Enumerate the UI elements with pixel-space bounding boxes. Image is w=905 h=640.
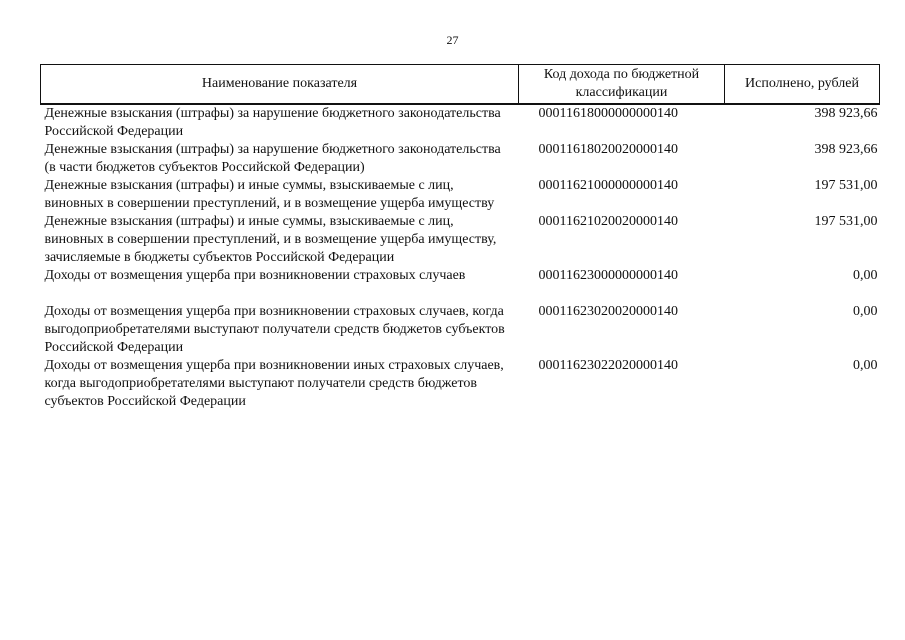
table-row xyxy=(41,104,880,141)
income-code-cell: 00011621020020000140 xyxy=(538,214,678,229)
indicator-name-cell: Денежные взыскания (штрафы) и иные суммы, взыскиваемые с лиц, виновных в совершении преступлений, и в возмещение ущерба имуществу xyxy=(44,178,495,211)
table-row xyxy=(41,267,880,303)
table-row xyxy=(41,303,880,357)
income-code-cell: 00011618000000000140 xyxy=(538,106,678,121)
income-code-cell: 00011623022020000140 xyxy=(538,358,678,373)
indicator-name-cell: Доходы от возмещения ущерба при возникновении страховых случаев xyxy=(44,268,466,283)
table-body xyxy=(41,104,880,411)
income-code-cell: 00011621000000000140 xyxy=(538,178,678,193)
income-code-cell: 00011623020020000140 xyxy=(538,304,678,319)
executed-amount-cell: 197 531,00 xyxy=(814,178,878,193)
table-row xyxy=(41,141,880,177)
executed-amount-cell: 0,00 xyxy=(853,358,878,373)
table-row xyxy=(41,177,880,213)
header-income-code: Код дохода по бюджетной классификации xyxy=(519,65,725,105)
executed-amount-cell: 0,00 xyxy=(853,268,878,283)
executed-amount-cell: 398 923,66 xyxy=(814,106,878,121)
indicator-name-cell: Денежные взыскания (штрафы) за нарушение бюджетного законодательства (в части бюджетов субъектов Российской Федерации) xyxy=(44,142,501,175)
table-header xyxy=(41,65,880,105)
header-indicator-name: Наименование показателя xyxy=(41,65,519,105)
indicator-name-cell: Денежные взыскания (штрафы) и иные суммы, взыскиваемые с лиц, виновных в совершении преступлений, и в возмещение ущерба имуществу, зачисляемые в бюджеты субъектов Российской Федерации xyxy=(44,214,497,265)
indicator-name-cell: Доходы от возмещения ущерба при возникновении иных страховых случаев, когда выгодоприобретателями выступают получатели средств бюджетов субъектов Российской Федерации xyxy=(44,358,504,409)
table-row xyxy=(41,357,880,411)
income-code-cell: 00011623000000000140 xyxy=(538,268,678,283)
executed-amount-cell: 197 531,00 xyxy=(814,214,878,229)
indicator-name-cell: Доходы от возмещения ущерба при возникновении страховых случаев, когда выгодоприобретателями выступают получатели средств бюджетов субъектов Российской Федерации xyxy=(44,304,505,355)
header-executed-amount: Исполнено, рублей xyxy=(725,65,880,105)
executed-amount-cell: 398 923,66 xyxy=(814,142,878,157)
executed-amount-cell: 0,00 xyxy=(853,304,878,319)
indicator-name-cell: Денежные взыскания (штрафы) за нарушение бюджетного законодательства Российской Федерации xyxy=(44,106,501,139)
income-code-cell: 00011618020020000140 xyxy=(538,142,678,157)
income-table xyxy=(40,64,880,411)
page-number: 27 xyxy=(446,33,459,47)
header-row xyxy=(41,65,880,105)
table-row xyxy=(41,213,880,267)
